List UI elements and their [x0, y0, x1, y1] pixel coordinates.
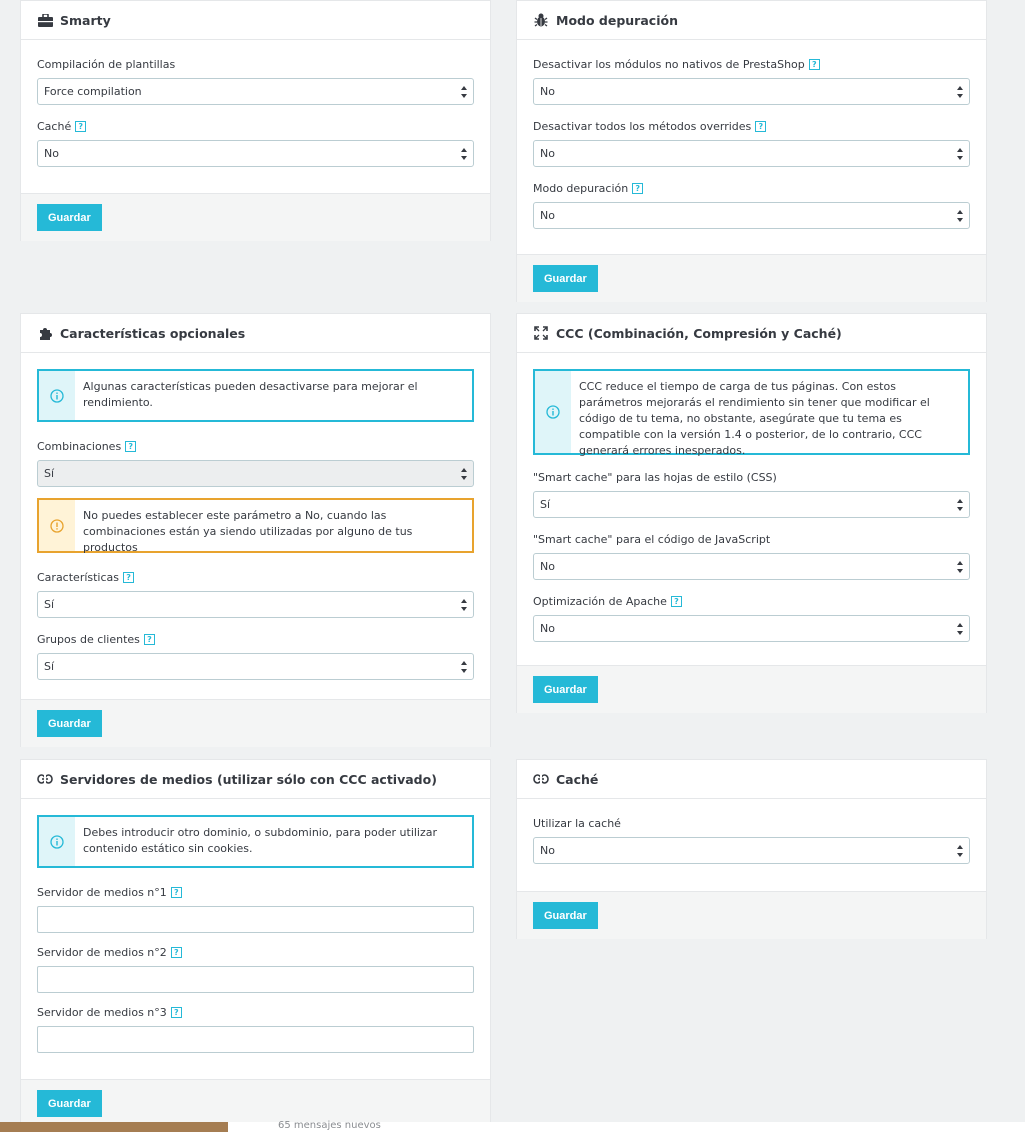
combinations-select: Sí: [37, 460, 474, 487]
help-icon[interactable]: ?: [632, 183, 643, 194]
briefcase-icon: [37, 12, 53, 28]
smarty-panel-footer: [21, 193, 490, 241]
optional-info-text: Algunas características pueden desactivarse para mejorar el rendimiento.: [83, 380, 418, 409]
optional-panel-header: [21, 314, 490, 353]
disable-modules-select[interactable]: No: [533, 78, 970, 105]
smart-cache-js-label: "Smart cache" para el código de JavaScript: [533, 532, 771, 546]
wood-texture: [0, 1122, 228, 1132]
smarty-cache-select[interactable]: No: [37, 140, 474, 167]
select-arrows-icon: [461, 468, 467, 480]
puzzle-icon: [37, 325, 53, 341]
smarty-save-button[interactable]: Guardar: [37, 204, 102, 231]
help-icon[interactable]: ?: [809, 59, 820, 70]
select-arrows-icon: [957, 623, 963, 635]
media-servers-panel: [20, 759, 491, 1122]
select-arrows-icon: [957, 86, 963, 98]
media-info-text: Debes introducir otro dominio, o subdominio, para poder utilizar contenido estático sin cookies.: [83, 826, 438, 855]
new-messages-text: 65 mensajes nuevos: [278, 1120, 381, 1131]
select-arrows-icon: [461, 86, 467, 98]
select-arrows-icon: [957, 561, 963, 573]
smart-cache-css-label: "Smart cache" para las hojas de estilo (CSS): [533, 470, 777, 484]
ccc-info-alert: [533, 369, 970, 455]
optional-features-panel: [20, 313, 491, 747]
ccc-panel-footer: [517, 665, 986, 713]
select-arrows-icon: [461, 599, 467, 611]
features-label: Características ?: [37, 569, 474, 585]
help-icon[interactable]: ?: [171, 887, 182, 898]
cache-panel: [516, 759, 987, 939]
smarty-panel-header: [21, 1, 490, 40]
media-server-2-input[interactable]: [37, 966, 474, 993]
help-icon[interactable]: ?: [171, 1007, 182, 1018]
optional-panel-footer: [21, 699, 490, 747]
ccc-panel-header: [517, 314, 986, 353]
select-arrows-icon: [461, 148, 467, 160]
info-icon: [39, 371, 75, 420]
disable-overrides-select[interactable]: No: [533, 140, 970, 167]
debug-mode-label: Modo depuración ?: [533, 180, 970, 196]
debug-panel-header: [517, 1, 986, 40]
help-icon[interactable]: ?: [75, 121, 86, 132]
media-info-alert: [37, 815, 474, 868]
select-arrows-icon: [957, 499, 963, 511]
apache-optimization-select[interactable]: No: [533, 615, 970, 642]
bug-icon: [533, 12, 549, 28]
smart-cache-js-select[interactable]: No: [533, 553, 970, 580]
media-server-1-input[interactable]: [37, 906, 474, 933]
help-icon[interactable]: ?: [171, 947, 182, 958]
select-arrows-icon: [957, 210, 963, 222]
help-icon[interactable]: ?: [123, 572, 134, 583]
compilation-label: Compilación de plantillas: [37, 57, 176, 71]
disable-overrides-label: Desactivar todos los métodos overrides ?: [533, 118, 970, 134]
smarty-title: Smarty: [60, 12, 111, 28]
media-server-3-input[interactable]: [37, 1026, 474, 1053]
smarty-cache-label: Caché ?: [37, 118, 474, 134]
cache-panel-header: [517, 760, 986, 799]
select-arrows-icon: [957, 148, 963, 160]
ccc-title: CCC (Combinación, Compresión y Caché): [556, 325, 842, 341]
debug-panel-footer: [517, 254, 986, 302]
media-server-2-label: Servidor de medios n°2 ?: [37, 944, 474, 960]
customer-groups-label: Grupos de clientes ?: [37, 631, 474, 647]
cache-panel-footer: [517, 891, 986, 939]
debug-mode-select[interactable]: No: [533, 202, 970, 229]
help-icon[interactable]: ?: [755, 121, 766, 132]
cache-title: Caché: [556, 771, 599, 787]
optional-info-alert: [37, 369, 474, 422]
combinations-warning-text: No puedes establecer este parámetro a No, cuando las combinaciones están ya siendo utilizadas por alguno de tus productos: [83, 509, 413, 554]
apache-optimization-label: Optimización de Apache ?: [533, 593, 970, 609]
optional-save-button[interactable]: Guardar: [37, 710, 102, 737]
info-icon: [39, 817, 75, 866]
media-panel-footer: [21, 1079, 490, 1123]
help-icon[interactable]: ?: [144, 634, 155, 645]
media-save-button[interactable]: Guardar: [37, 1090, 102, 1117]
compilation-select[interactable]: Force compilation: [37, 78, 474, 105]
link-icon: [533, 771, 549, 787]
cache-save-button[interactable]: Guardar: [533, 902, 598, 929]
select-arrows-icon: [957, 845, 963, 857]
media-title: Servidores de medios (utilizar sólo con CCC activado): [60, 771, 437, 787]
debug-panel: [516, 0, 987, 302]
link-icon: [37, 771, 53, 787]
optional-title: Características opcionales: [60, 325, 246, 341]
disable-modules-label: Desactivar los módulos no nativos de PrestaShop ?: [533, 56, 970, 72]
combinations-label: Combinaciones ?: [37, 438, 474, 454]
ccc-panel: [516, 313, 987, 713]
info-icon: [535, 371, 571, 453]
features-select[interactable]: Sí: [37, 591, 474, 618]
debug-save-button[interactable]: Guardar: [533, 265, 598, 292]
ccc-info-text: CCC reduce el tiempo de carga de tus páginas. Con estos parámetros mejorarás el rendimiento sin tener que modificar el código de tu tema, no obstante, asegúrate que tu tema es compatible con la versión 1.4 o posterior, de lo contrario, CCC generará errores inesperados.: [579, 380, 930, 457]
customer-groups-select[interactable]: Sí: [37, 653, 474, 680]
media-server-3-label: Servidor de medios n°3 ?: [37, 1004, 474, 1020]
help-icon[interactable]: ?: [671, 596, 682, 607]
smart-cache-css-select[interactable]: Sí: [533, 491, 970, 518]
debug-title: Modo depuración: [556, 12, 678, 28]
warning-icon: [39, 500, 75, 551]
combinations-warning-alert: [37, 498, 474, 553]
select-arrows-icon: [461, 661, 467, 673]
use-cache-label: Utilizar la caché: [533, 816, 621, 830]
help-icon[interactable]: ?: [125, 441, 136, 452]
bottom-strip: [0, 1122, 1025, 1132]
media-panel-header: [21, 760, 490, 799]
expand-icon: [533, 325, 549, 341]
media-server-1-label: Servidor de medios n°1 ?: [37, 884, 474, 900]
use-cache-select[interactable]: No: [533, 837, 970, 864]
smarty-panel: [20, 0, 491, 241]
ccc-save-button[interactable]: Guardar: [533, 676, 598, 703]
